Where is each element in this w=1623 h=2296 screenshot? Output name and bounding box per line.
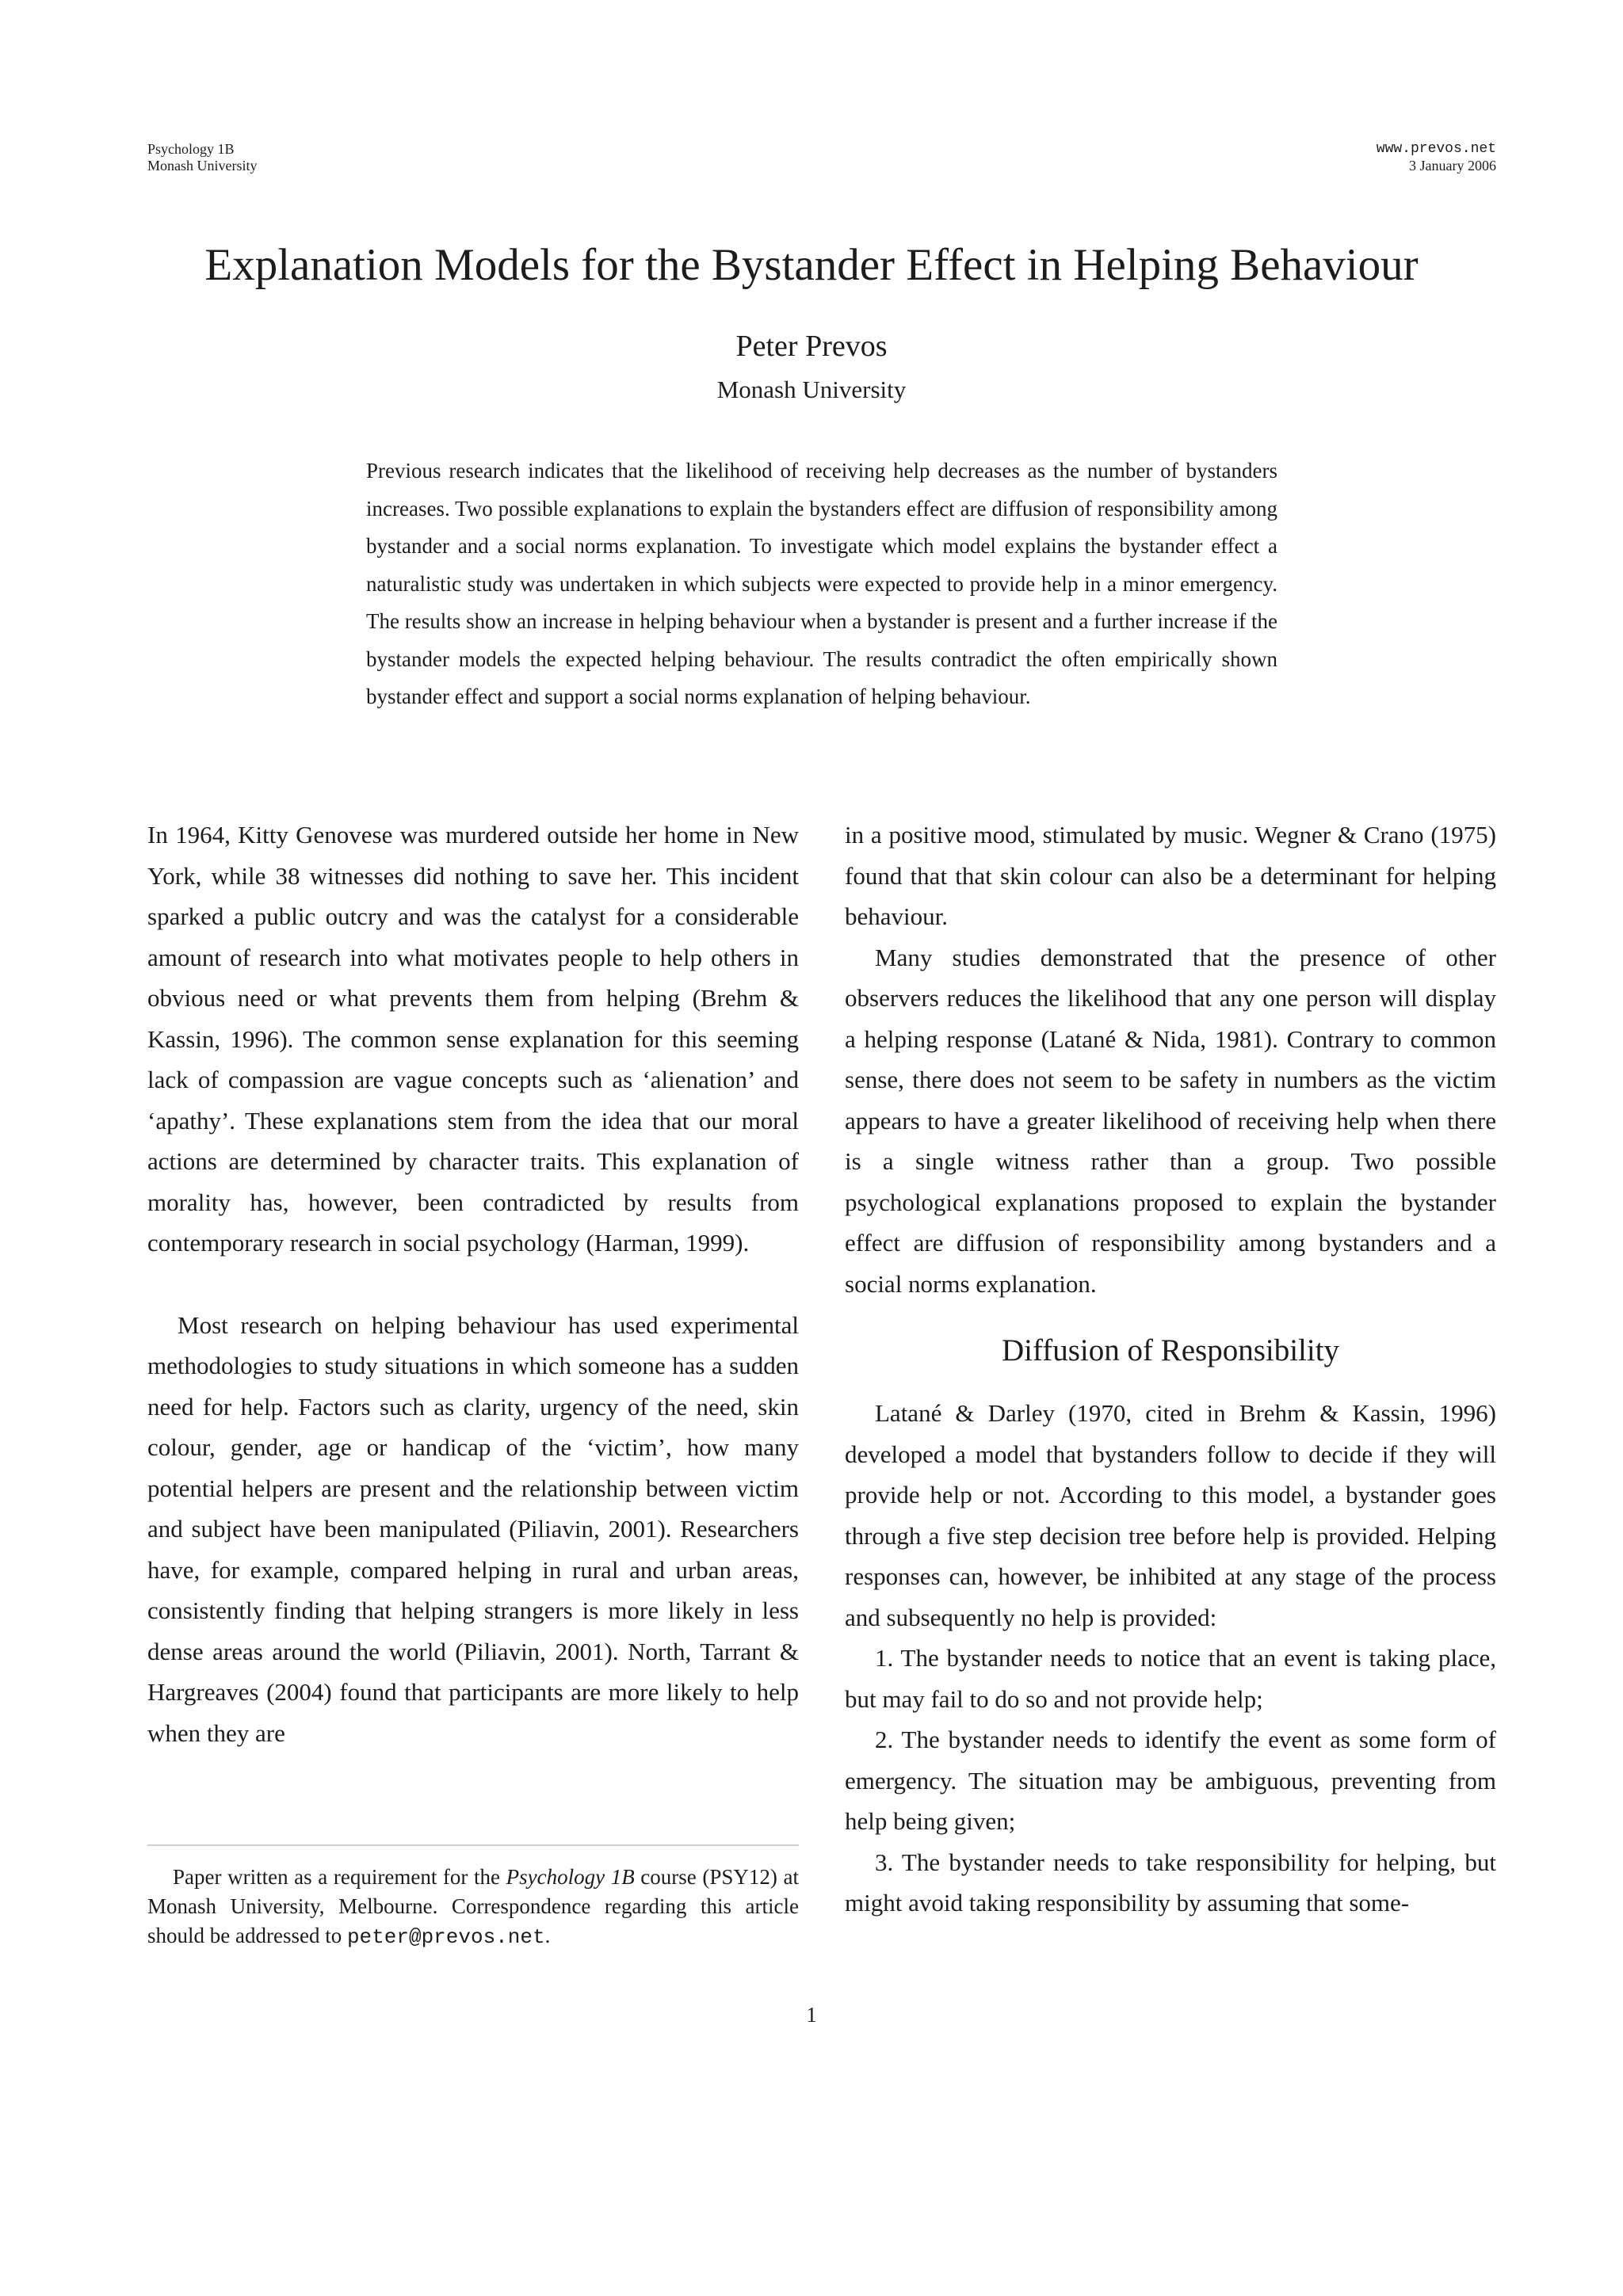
header-university: Monash University <box>147 158 258 174</box>
right-column <box>845 814 1496 1924</box>
running-header-left <box>147 141 258 174</box>
page-number: 1 <box>806 2003 817 2027</box>
footnote-text: Paper written as a requirement for the <box>173 1865 506 1889</box>
footnote-text: course (PSY12) at Monash University, Melbourne. Correspondence regarding this article should be addressed to <box>147 1865 799 1947</box>
footnote <box>147 1863 799 1952</box>
list-item: 2. The bystander needs to identify the event as some form of emergency. The situation may be ambiguous, preventing from help being given; <box>845 1726 1496 1835</box>
intro-paragraph-4: Many studies demonstrated that the presence of other observers reduces the likelihood that any one person will display a helping response (Latané & Nida, 1981). Contrary to common sense, there does not seem to be safety in numbers as the victim appears to have a greater likelihood of receiving help when there is a single witness rather than a group. Two possible psychological explanations proposed to explain the bystander effect are diffusion of responsibility among bystanders and a social norms explanation. <box>845 943 1496 1298</box>
section-heading: Diffusion of Responsibility <box>1001 1333 1340 1367</box>
paragraph-gap <box>147 1264 799 1305</box>
list-item: 3. The bystander needs to take responsibility for helping, but might avoid taking responsibility by assuming that some- <box>845 1848 1496 1917</box>
header-date: 3 January 2006 <box>1409 158 1496 174</box>
footnote-course: Psychology 1B <box>506 1865 635 1889</box>
abstract: Previous research indicates that the likelihood of receiving help decreases as the number of bystanders increases. Two possible explanations to explain the bystanders effect are diffusion of responsibility among bystander and a social norms explanation. To investigate which model explains the bystander effect a naturalistic study was undertaken in which subjects were expected to provide help in a minor emergency. The results show an increase in helping behaviour when a bystander is present and a further increase if the bystander models the expected helping behaviour. The results contradict the often empirically shown bystander effect and support a social norms explanation of helping behaviour. <box>366 459 1277 708</box>
intro-paragraph-3: in a positive mood, stimulated by music. Wegner & Crano (1975) found that that skin colour can also be a determinant for helping behaviour. <box>845 821 1496 930</box>
footnote-email: peter@prevos.net <box>346 1925 545 1949</box>
list-item: 1. The bystander needs to notice that an event is taking place, but may fail to do so and not provide help; <box>845 1644 1496 1713</box>
author-affiliation: Monash University <box>716 376 907 403</box>
section-paragraph-1: Latané & Darley (1970, cited in Brehm & Kassin, 1996) developed a model that bystanders follow to decide if they will provide help or not. According to this model, a bystander goes through a five step decision tree before help is provided. Helping responses can, however, be inhibited at any stage of the process and subsequently no help is provided: <box>845 1399 1496 1631</box>
intro-paragraph-1: In 1964, Kitty Genovese was murdered outside her home in New York, while 38 witnesses did nothing to save her. This incident sparked a public outcry and was the catalyst for a considerable amount of research into what motivates people to help others in obvious need or what prevents them from helping (Brehm & Kassin, 1996). The common sense explanation for this seeming lack of compassion are vague concepts such as ‘alienation’ and ‘apathy’. These explanations stem from the idea that our moral actions are determined by character traits. This explanation of morality has, however, been contradicted by results from contemporary research in social psychology (Harman, 1999). <box>147 821 799 1257</box>
paper-title: Explanation Models for the Bystander Effect in Helping Behaviour <box>204 240 1419 290</box>
footnote-text: . <box>544 1924 551 1947</box>
footnote-divider <box>147 1844 799 1846</box>
header-website: www.prevos.net <box>1376 141 1496 157</box>
left-column <box>147 814 799 1753</box>
header-course: Psychology 1B <box>147 141 235 157</box>
intro-paragraph-2: Most research on helping behaviour has used experimental methodologies to study situations in which someone has a sudden need for help. Factors such as clarity, urgency of the need, skin colour, gender, age or handicap of the ‘victim’, how many potential helpers are present and the relationship between victim and subject have been manipulated (Piliavin, 2001). Researchers have, for example, compared helping in rural and urban areas, consistently finding that helping strangers is more likely in less dense areas around the world (Piliavin, 2001). North, Tarrant & Hargreaves (2004) found that participants are more likely to help when they are <box>147 1310 799 1747</box>
author-name: Peter Prevos <box>735 330 888 363</box>
running-header-right <box>1377 141 1496 174</box>
